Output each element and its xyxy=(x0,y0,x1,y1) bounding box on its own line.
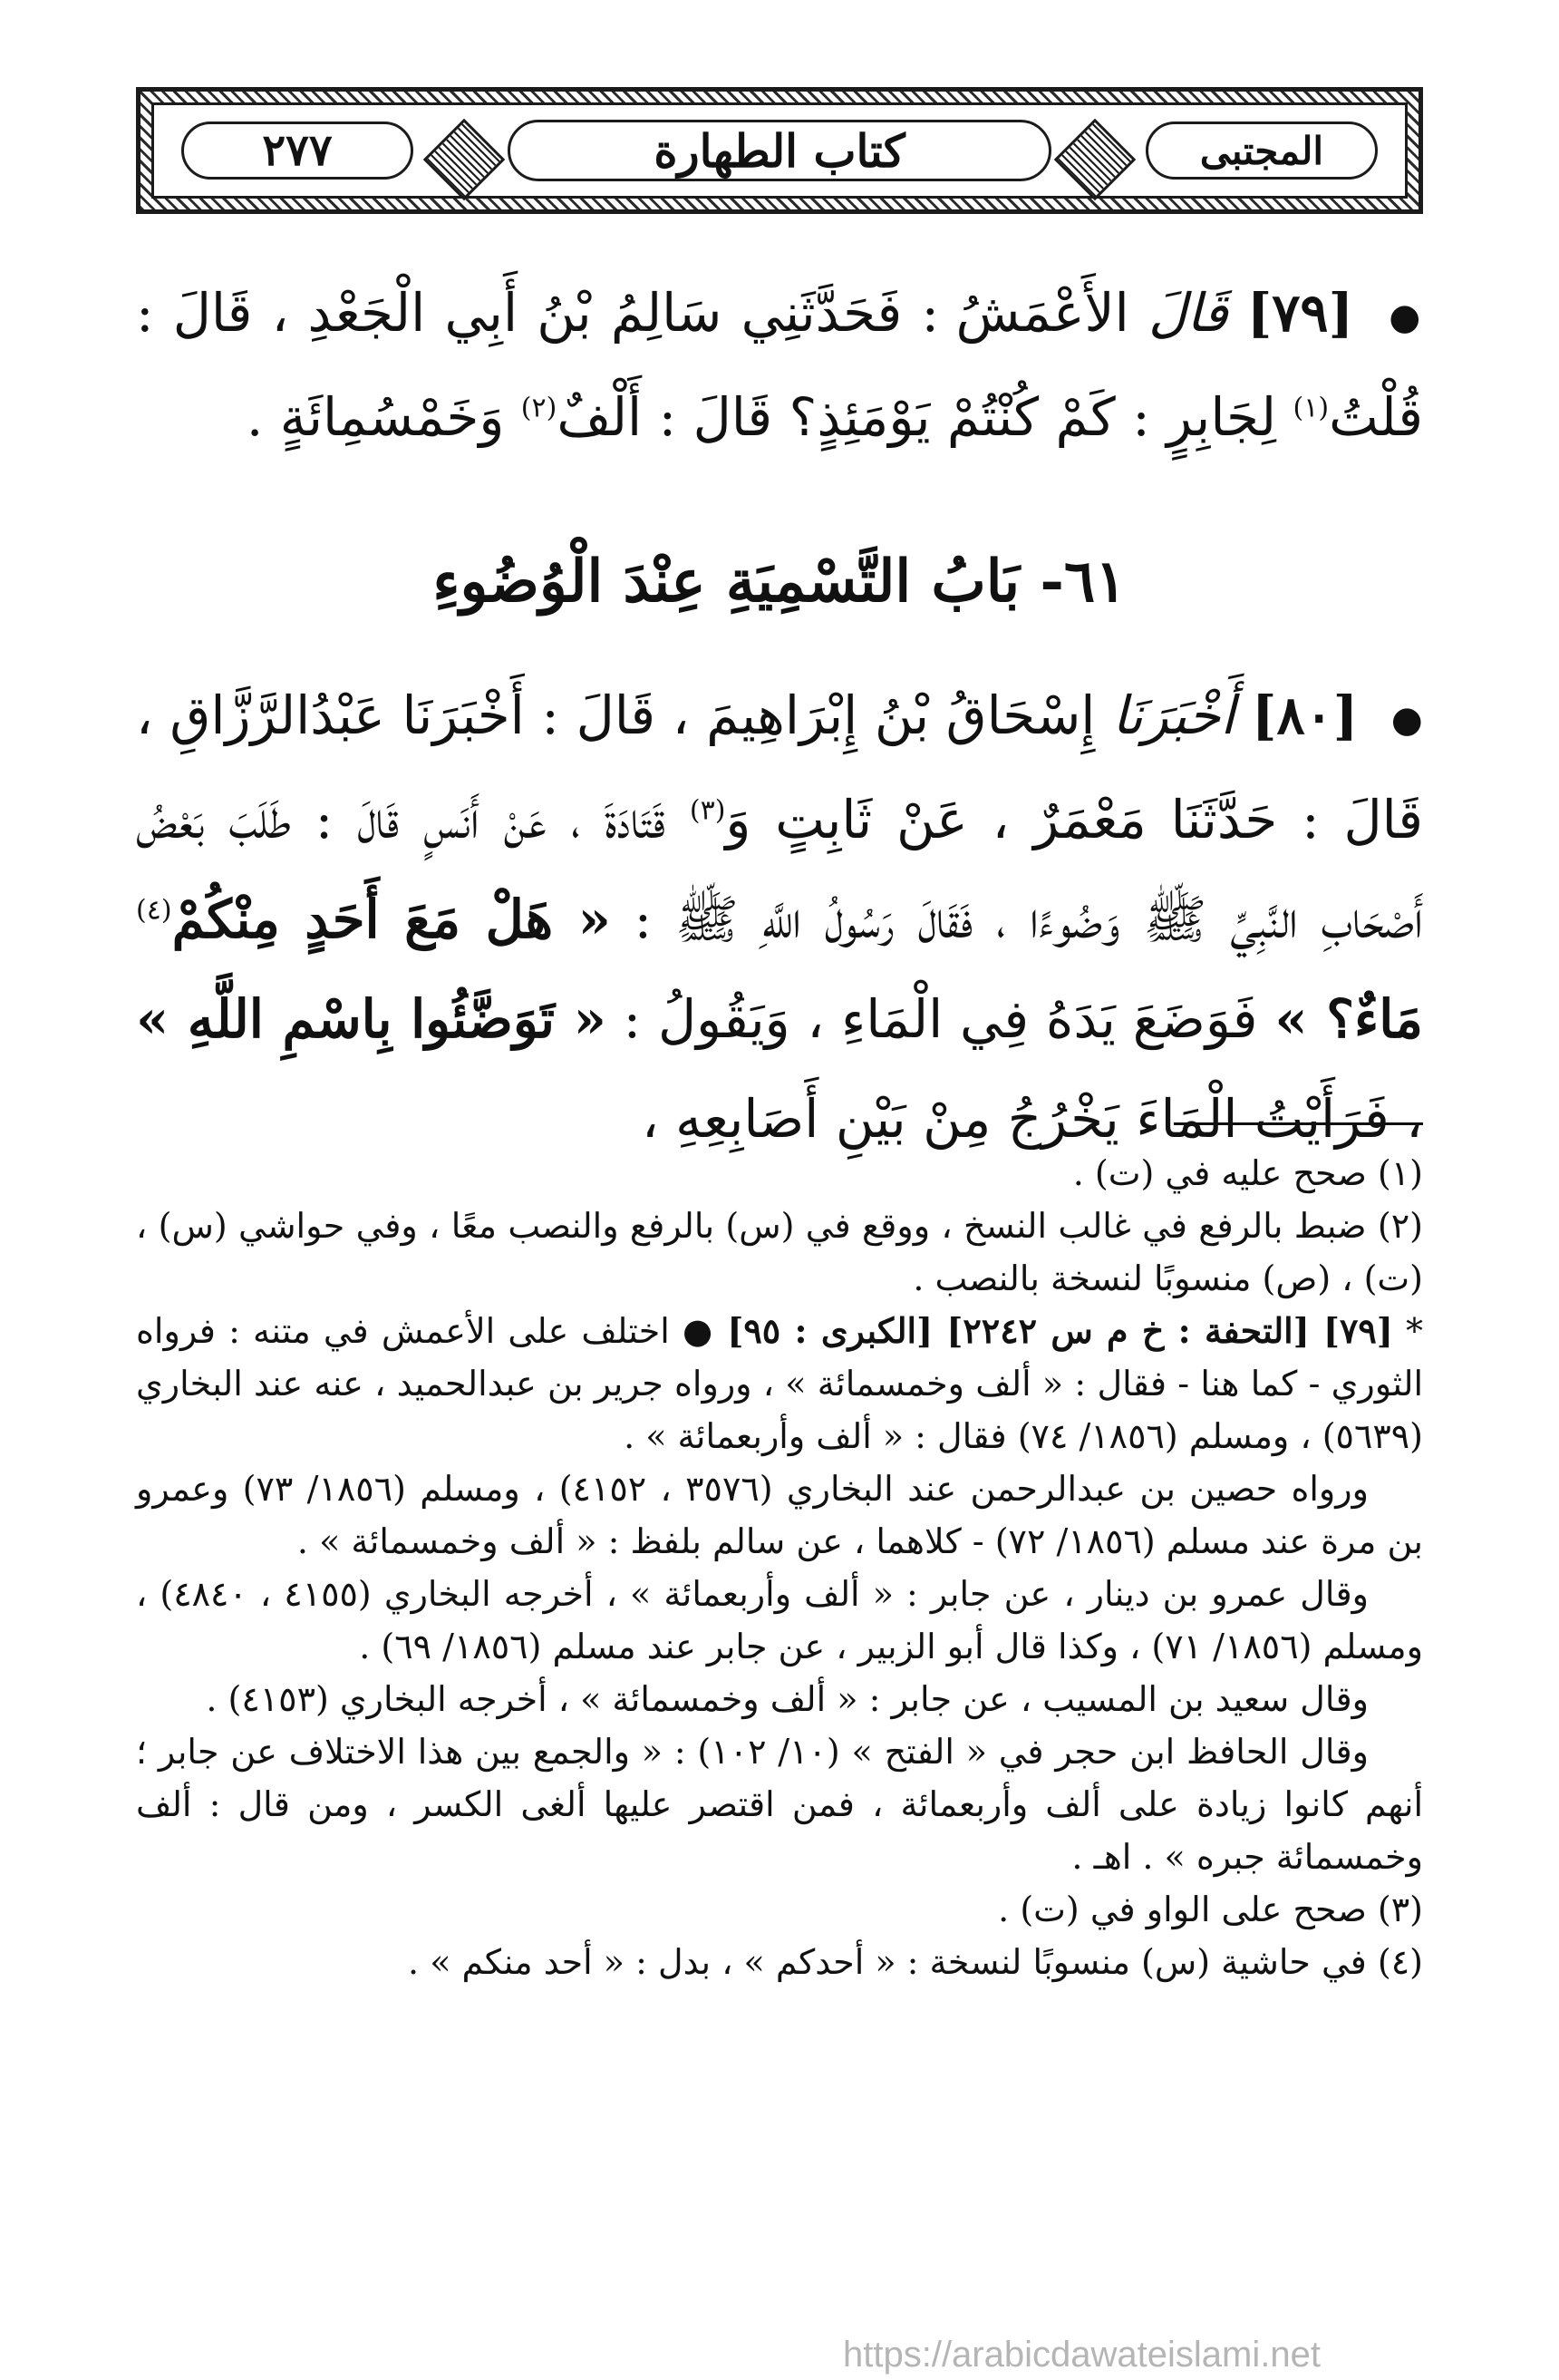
reference-79 xyxy=(136,1305,1423,1462)
chapter-heading: ٦١- بَابُ التَّسْمِيَةِ عِنْدَ الْوُضُوءِ xyxy=(432,548,1127,616)
book-title: كتاب الطهارة xyxy=(508,120,1051,181)
reference-paragraph: وقال عمرو بن دينار ، عن جابر : « ألف وأربعمائة » ، أخرجه البخاري (٤١٥٥ ، ٤٨٤٠) ، ومسلم (١٨٥٦/ ٧١) ، وكذا قال أبو الزبير ، عن جابر عند مسلم (١٨٥٦/ ٦٩) . xyxy=(136,1574,1423,1666)
footnote-ref: (٤) xyxy=(136,894,172,927)
footnote-3: (٣) صحح على الواو في (ت) . xyxy=(998,1889,1423,1929)
footnote-ref: (٢) xyxy=(520,392,557,424)
footnote-ref: (٣) xyxy=(689,794,726,827)
reference-paragraph: وقال الحافظ ابن حجر في « الفتح » (١٠/ ١٠٢) : « والجمع بين هذا الاختلاف عن جابر ؛ أنهم كانوا زيادة على ألف وأربعمائة ، فمن اقتصر عليها ألغى الكسر ، ومن قال : ألف وخمسمائة جبره » . اهـ . xyxy=(136,1732,1423,1877)
hadith-text: الأَعْمَشُ : فَحَدَّثَنِي سَالِمُ بْنُ أَبِي الْجَعْدِ ، قَالَ : قُلْتُ xyxy=(136,282,1423,448)
hadith-text: لِجَابِرٍ : كَمْ كُنْتُمْ يَوْمَئِذٍ؟ قَالَ : أَلْفٌ xyxy=(557,385,1277,448)
footnote-2: (٢) ضبط بالرفع في غالب النسخ ، ووقع في (س) بالرفع والنصب معًا ، وفي حواشي (س) ، (ت) ، (ص) منسوبًا لنسخة بالنصب . xyxy=(136,1206,1423,1298)
footnote-divider xyxy=(1174,1122,1423,1125)
ornamental-header xyxy=(136,87,1423,214)
reference-text: اختلف على الأعمش في متنه : فرواه الثوري - كما هنا - فقال : « ألف وخمسمائة » ، ورواه جرير بن عبدالحميد ، عنه عند البخاري (٥٦٣٩) ، ومسلم (١٨٥٦/ ٧٤) فقال : « ألف وأربعمائة » . xyxy=(136,1311,1423,1456)
reference-paragraph: وقال سعيد بن المسيب ، عن جابر : « ألف وخمسمائة » ، أخرجه البخاري (٤١٥٣) . xyxy=(206,1679,1369,1719)
bullet-icon: ● xyxy=(682,1311,715,1351)
ornament-left-icon xyxy=(423,119,506,201)
prophet-quote: « هَلْ مَعَ أَحَدٍ مِنْكُمْ xyxy=(171,888,611,950)
hadith-intro: قَالَ xyxy=(1148,282,1228,344)
hadith-text: وَخَمْسُمِائَةٍ . xyxy=(246,385,505,448)
page-number: ٢٧٧ xyxy=(181,121,413,180)
bullet-icon: ● xyxy=(1389,296,1424,338)
reference-head: [٧٩] [التحفة : خ م س ٢٢٤٢] [الكبرى : ٩٥] xyxy=(727,1310,1393,1351)
bullet-icon: ● xyxy=(1390,698,1424,741)
hadith-text: فَوَضَعَ يَدَهُ فِي الْمَاءِ ، وَيَقُولُ : xyxy=(623,987,1258,1050)
header-inner-frame xyxy=(151,102,1408,199)
hadith-text: إِسْحَاقُ بْنُ إِبْرَاهِيمَ ، قَالَ : أَخْبَرَنَا عَبْدُالرَّزَّاقِ ، قَالَ : حَدَّثَنَا مَعْمَرٌ ، عَنْ ثَابِتٍ وَ xyxy=(136,685,1423,850)
footnote-4: (٤) في حاشية (س) منسوبًا لنسخة : « أحدكم » ، بدل : « أحد منكم » . xyxy=(408,1942,1423,1982)
star-icon: * xyxy=(1405,1311,1423,1351)
prophet-quote: مَاءٌ؟ » xyxy=(1274,987,1423,1050)
hadith-text: قَتَادَةَ ، عَنْ أَنَسٍ قَالَ : طَلَبَ بَعْضُ أَصْحَابِ النَّبِيِّ ﷺ وَضُوءًا ، فَقَالَ رَسُولُ اللَّهِ ﷺ : xyxy=(136,788,1423,950)
prophet-quote: « تَوَضَّئُوا بِاسْمِ اللَّهِ » xyxy=(136,987,606,1050)
footnote-1: (١) صحح عليه في (ت) . xyxy=(1072,1153,1423,1193)
hadith-text: ، فَرَأَيْتُ الْمَاءَ يَخْرُجُ مِنْ بَيْنِ أَصَابِعِهِ ، xyxy=(642,1087,1423,1150)
footnote-ref: (١) xyxy=(1293,392,1330,424)
hadith-80 xyxy=(136,665,1423,1169)
hadith-number: [٧٩] xyxy=(1246,282,1354,344)
hadith-number: [٨٠] xyxy=(1252,685,1359,746)
hadith-79 xyxy=(136,263,1423,467)
ornament-right-icon xyxy=(1054,119,1137,201)
footnotes xyxy=(136,1147,1423,1988)
book-logo: المجتبى xyxy=(1146,121,1378,180)
watermark-url: https://arabicdawateislami.net xyxy=(843,2335,1321,2375)
hadith-intro: أَخْبَرَنَا xyxy=(1112,685,1235,746)
reference-paragraph: ورواه حصين بن عبدالرحمن عند البخاري (٣٥٧٦ ، ٤١٥٢) ، ومسلم (١٨٥٦/ ٧٣) وعمرو بن مرة عند مسلم (١٨٥٦/ ٧٢) - كلاهما ، عن سالم بلفظ : « ألف وخمسمائة » . xyxy=(136,1469,1423,1561)
